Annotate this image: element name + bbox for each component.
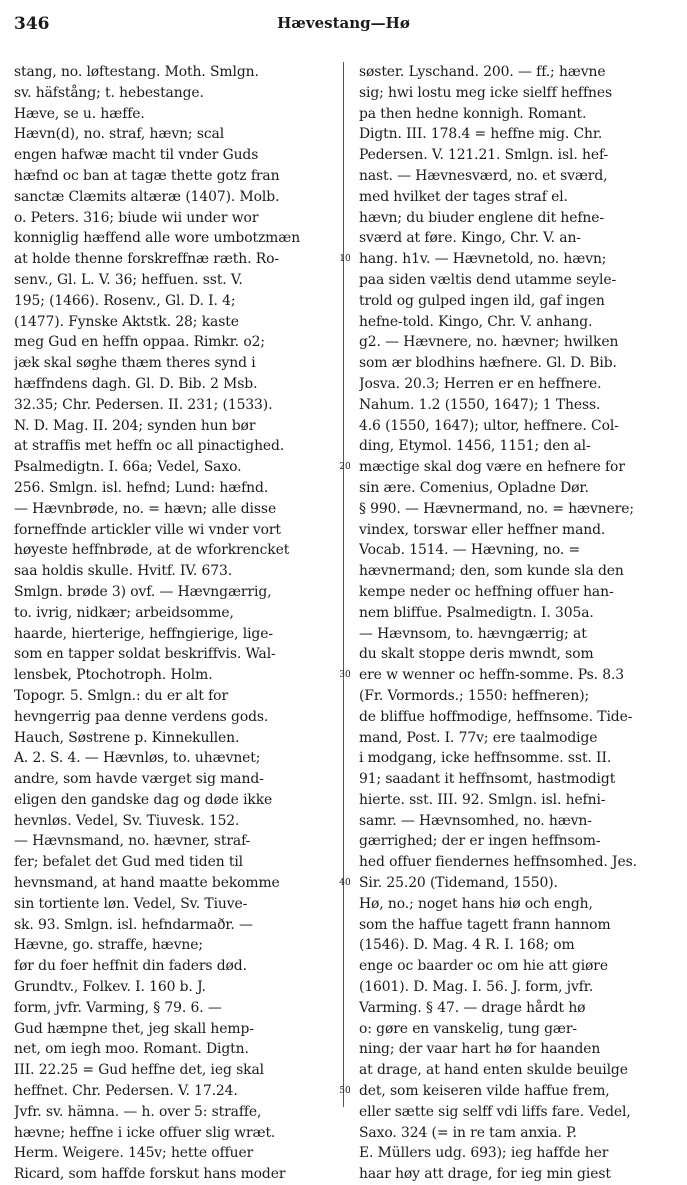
margin-line-number: 50 bbox=[339, 1086, 351, 1097]
text-line: 195; (1466). Rosenv., Gl. D. I. 4; bbox=[14, 292, 236, 309]
column-divider bbox=[343, 62, 344, 1107]
margin-line-number: 20 bbox=[339, 462, 351, 473]
text-line: haar høy att drage, for ieg min giest bbox=[359, 1166, 611, 1183]
text-line: sin ære. Comenius, Opladne Dør. bbox=[359, 479, 589, 496]
text-line: lensbek, Ptochotroph. Holm. bbox=[14, 667, 213, 684]
text-line: du skalt stoppe deris mwndt, som bbox=[359, 646, 594, 663]
text-line: gærrighed; der er ingen heffnsom- bbox=[359, 833, 601, 850]
text-line: Jvfr. sv. hämna. — h. over 5: straffe, bbox=[14, 1103, 262, 1120]
text-line: høyeste heffnbrøde, at de wforkrencket bbox=[14, 542, 290, 559]
page-header bbox=[14, 14, 673, 44]
margin-line-number: 10 bbox=[339, 254, 351, 265]
text-line: hævn; du biuder englene dit hefne- bbox=[359, 209, 604, 226]
text-line: senv., Gl. L. V. 36; heffuen. sst. V. bbox=[14, 271, 243, 288]
text-line: at drage, at hand enten skulde beuilge bbox=[359, 1062, 628, 1079]
text-line: hævnermand; den, som kunde sla den bbox=[359, 563, 624, 580]
text-line: eligen den gandske dag og døde ikke bbox=[14, 791, 273, 808]
text-line: Josva. 20.3; Herren er en heffnere. bbox=[359, 375, 602, 392]
text-line: sig; hwi lostu meg icke sielff heffnes bbox=[359, 84, 612, 101]
text-line: Vocab. 1514. — Hævning, no. = bbox=[359, 542, 581, 559]
text-line: (1477). Fynske Aktstk. 28; kaste bbox=[14, 313, 239, 330]
text-line: hæfnd oc ban at tagæ thette gotz fran bbox=[14, 167, 280, 184]
text-line: mæctige skal dog være en hefnere for bbox=[359, 459, 625, 476]
text-line: Gud hæmpne thet, jeg skall hemp- bbox=[14, 1020, 254, 1037]
text-line: haarde, hierterige, heffngierige, lige- bbox=[14, 625, 273, 642]
text-line: nem bliffue. Psalmedigtn. I. 305a. bbox=[359, 604, 594, 621]
text-line: konniglig hæffend alle wore umbotzmæn bbox=[14, 230, 301, 247]
text-line: hæffndens dagh. Gl. D. Bib. 2 Msb. bbox=[14, 375, 258, 392]
text-line: engen hafwæ macht til vnder Guds bbox=[14, 147, 259, 164]
text-line: net, om iegh moo. Romant. Digtn. bbox=[14, 1041, 249, 1058]
text-line: — Hævnbrøde, no. = hævn; alle disse bbox=[14, 500, 277, 517]
text-line: hierte. sst. III. 92. Smlgn. isl. hefni- bbox=[359, 791, 606, 808]
text-line: enge oc baarder oc om hie att giøre bbox=[359, 958, 608, 975]
text-line: 4.6 (1550, 1647); ultor, heffnere. Col- bbox=[359, 417, 619, 434]
text-line: o. Peters. 316; biude wii under wor bbox=[14, 209, 259, 226]
margin-line-number: 40 bbox=[339, 878, 351, 889]
text-line: kempe neder oc heffning offuer han- bbox=[359, 583, 614, 600]
text-line: sin tortiente løn. Vedel, Sv. Tiuve- bbox=[14, 895, 248, 912]
text-line: nast. — Hævnesværd, no. et sværd, bbox=[359, 167, 608, 184]
text-line: hevnsmand, at hand maatte bekomme bbox=[14, 875, 280, 892]
text-line: hevngerrig paa denne verdens gods. bbox=[14, 708, 269, 725]
text-line: form, jvfr. Varming, § 79. 6. — bbox=[14, 999, 222, 1016]
text-line: som ær blodhins hæfnere. Gl. D. Bib. bbox=[359, 355, 617, 372]
text-line: 91; saadant it heffnsomt, hastmodigt bbox=[359, 771, 616, 788]
text-line: at straffis met heffn oc all pinactighed. bbox=[14, 438, 285, 455]
text-line: i modgang, icke heffnsomme. sst. II. bbox=[359, 750, 612, 767]
text-line: o: gøre en vanskelig, tung gær- bbox=[359, 1020, 577, 1037]
text-line: Hø, no.; noget hans hiø och engh, bbox=[359, 895, 593, 912]
text-line: g2. — Hævnere, no. hævner; hwilken bbox=[359, 334, 619, 351]
text-line: eller sætte sig selff vdi liffs fare. Vedel, bbox=[359, 1103, 631, 1120]
text-line: ding, Etymol. 1456, 1151; den al- bbox=[359, 438, 591, 455]
text-line: Smlgn. brøde 3) ovf. — Hævngærrig, bbox=[14, 583, 272, 600]
text-line: E. Müllers udg. 693); ieg haffde her bbox=[359, 1145, 609, 1162]
text-line: hang. h1v. — Hævnetold, no. hævn; bbox=[359, 251, 607, 268]
text-line: Grundtv., Folkev. I. 160 b. J. bbox=[14, 979, 206, 996]
text-line: hed offuer fiendernes heffnsomhed. Jes. bbox=[359, 854, 637, 871]
text-line: (Fr. Vormords.; 1550: heffneren); bbox=[359, 687, 590, 704]
text-line: andre, som havde værget sig mand- bbox=[14, 771, 264, 788]
text-line: § 990. — Hævnermand, no. = hævnere; bbox=[359, 500, 634, 517]
text-line: heffnet. Chr. Pedersen. V. 17.24. bbox=[14, 1083, 238, 1100]
text-line: hevnløs. Vedel, Sv. Tiuvesk. 152. bbox=[14, 812, 240, 829]
text-line: ere w wenner oc heffn-somme. Ps. 8.3 bbox=[359, 667, 625, 684]
text-line: som en tapper soldat beskriffvis. Wal- bbox=[14, 646, 276, 663]
text-line: Psalmedigtn. I. 66a; Vedel, Saxo. bbox=[14, 459, 242, 476]
text-line: to. ivrig, nidkær; arbeidsomme, bbox=[14, 604, 234, 621]
text-line: — Hævnsom, to. hævngærrig; at bbox=[359, 625, 587, 642]
text-line: Saxo. 324 (= in re tam anxia. P. bbox=[359, 1124, 577, 1141]
text-line: Pedersen. V. 121.21. Smlgn. isl. hef- bbox=[359, 147, 609, 164]
text-line: Hauch, Søstrene p. Kinnekullen. bbox=[14, 729, 240, 746]
text-line: de bliffue hoffmodige, heffnsome. Tide- bbox=[359, 708, 633, 725]
text-line: meg Gud en heffn oppaa. Rimkr. o2; bbox=[14, 334, 265, 351]
text-line: trold og gulped ingen ild, gaf ingen bbox=[359, 292, 605, 309]
text-line: III. 22.25 = Gud heffne det, ieg skal bbox=[14, 1062, 264, 1079]
right-column bbox=[359, 62, 674, 1185]
text-line: saa holdis skulle. Hvitf. IV. 673. bbox=[14, 563, 233, 580]
text-line: N. D. Mag. II. 204; synden hun bør bbox=[14, 417, 256, 434]
text-line: forneffnde artickler ville wi vnder vort bbox=[14, 521, 281, 538]
text-line: — Hævnsmand, no. hævner, straf- bbox=[14, 833, 251, 850]
text-line: Hævne, go. straffe, hævne; bbox=[14, 937, 203, 954]
text-line: ning; der vaar hart hø for haanden bbox=[359, 1041, 601, 1058]
text-line: vindex, torswar eller heffner mand. bbox=[359, 521, 606, 538]
text-line: jæk skal søghe thæm theres synd i bbox=[14, 355, 256, 372]
left-column bbox=[14, 62, 328, 1185]
text-line: fer; befalet det Gud med tiden til bbox=[14, 854, 244, 871]
text-line: søster. Lyschand. 200. — ff.; hævne bbox=[359, 64, 606, 80]
text-line: Digtn. III. 178.4 = heffne mig. Chr. bbox=[359, 126, 603, 143]
text-line: Nahum. 1.2 (1550, 1647); 1 Thess. bbox=[359, 396, 601, 413]
text-line: Hævn(d), no. straf, hævn; scal bbox=[14, 126, 225, 143]
text-line: Herm. Weigere. 145v; hette offuer bbox=[14, 1145, 254, 1162]
text-line: det, som keiseren vilde haffue frem, bbox=[359, 1083, 610, 1100]
text-line: sv. häfstång; t. hebestange. bbox=[14, 84, 204, 101]
text-line: sk. 93. Smlgn. isl. hefndarmaðr. — bbox=[14, 916, 253, 933]
text-line: Hæve, se u. hæffe. bbox=[14, 105, 145, 122]
text-line: (1546). D. Mag. 4 R. I. 168; om bbox=[359, 937, 575, 954]
text-line: samr. — Hævnsomhed, no. hævn- bbox=[359, 812, 592, 829]
text-line: Topogr. 5. Smlgn.: du er alt for bbox=[14, 687, 228, 704]
text-line: sværd at føre. Kingo, Chr. V. an- bbox=[359, 230, 581, 247]
text-line: Varming. § 47. — drage hårdt hø bbox=[359, 999, 586, 1016]
page-number: 346 bbox=[14, 14, 50, 34]
text-line: pa then hedne konnigh. Romant. bbox=[359, 105, 587, 122]
running-head: Hævestang—Hø bbox=[277, 14, 410, 32]
text-line: paa siden væltis dend utamme seyle- bbox=[359, 271, 617, 288]
text-line: at holde thenne forskreffnæ ræth. Ro- bbox=[14, 251, 279, 268]
text-line: 256. Smlgn. isl. hefnd; Lund: hæfnd. bbox=[14, 479, 269, 496]
text-line: som the haffue tagett frann hannom bbox=[359, 916, 611, 933]
text-line: hævne; heffne i icke offuer slig wræt. bbox=[14, 1124, 276, 1141]
text-line: stang, no. løftestang. Moth. Smlgn. bbox=[14, 64, 259, 80]
text-line: sanctæ Clæmits altæræ (1407). Molb. bbox=[14, 188, 280, 205]
text-line: A. 2. S. 4. — Hævnløs, to. uhævnet; bbox=[14, 750, 261, 767]
text-line: hefne-told. Kingo, Chr. V. anhang. bbox=[359, 313, 593, 330]
text-line: 32.35; Chr. Pedersen. II. 231; (1533). bbox=[14, 396, 273, 413]
text-line: Ricard, som haffde forskut hans moder bbox=[14, 1166, 286, 1183]
text-line: før du foer heffnit din faders død. bbox=[14, 958, 247, 975]
margin-line-number: 30 bbox=[339, 670, 351, 681]
text-line: (1601). D. Mag. I. 56. J. form, jvfr. bbox=[359, 979, 594, 996]
text-line: Sir. 25.20 (Tidemand, 1550). bbox=[359, 875, 558, 892]
text-line: mand, Post. I. 77v; ere taalmodige bbox=[359, 729, 598, 746]
text-line: med hvilket der tages straf el. bbox=[359, 188, 568, 205]
